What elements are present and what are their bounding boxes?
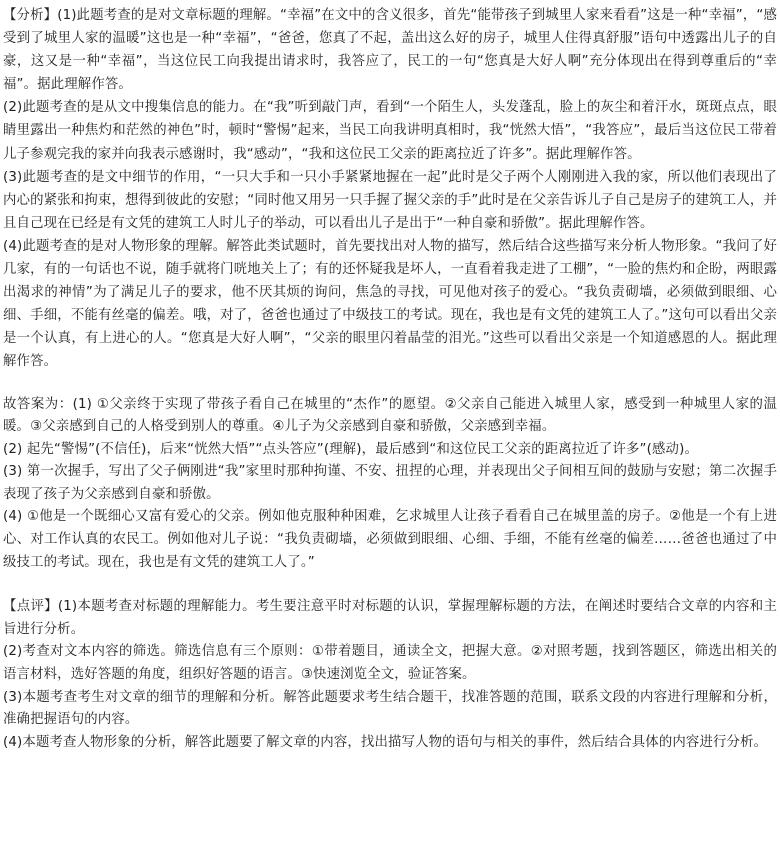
comment-section — [3, 596, 777, 754]
comment-paragraph-4: (4)本题考查人物形象的分析，解答此题要了解文章的内容，找出描写人物的语句与相关的事件，然后结合具体的内容进行分析。 — [3, 734, 768, 750]
analysis-paragraph-1: 【分析】(1)此题考查的是对文章标题的理解。“幸福”在文中的含义很多，首先“能带孩子到城里人家来看看”这是一种“幸福”，“感受到了城里人家的温暖”这也是一种“幸福”，“爸爸，您真了不起，盖出这么好的房子，城里人住得真舒服”语句中透露出儿子的自豪，这又是一种“幸福”，当这位民工向我提出请求时，我答应了，民工的一句“您真是大好人啊”充分体现出在得到尊重后的“幸福”。据此理解作答。 — [3, 8, 777, 93]
analysis-paragraph-2: (2)此题考查的是从文中搜集信息的能力。在“我”听到敲门声，看到“一个陌生人，头发蓬乱，脸上的灰尘和着汗水，斑斑点点，眼睛里露出一种焦灼和茫然的神色”时，顿时“警惕”起来，当民工向我讲明真相时，我“恍然大悟”，“我答应”，最后当这位民工带着儿子参观完我的家并向我表示感谢时，我“感动”，“我和这位民工父亲的距离拉近了许多”。据此理解作答。 — [3, 100, 777, 162]
answer-paragraph-3: (3) 第一次握手，写出了父子俩刚进“我”家里时那种拘谨、不安、扭捏的心理，并表现出父子间相互间的鼓励与安慰；第二次握手表现了孩子为父亲感到自豪和骄傲。 — [3, 464, 777, 502]
comment-paragraph-2: (2)考查对文本内容的筛选。筛选信息有三个原则：①带着题目，通读全文，把握大意。②对照考题，找到答题区，筛选出相关的语言材料，选好答题的角度，组织好答题的语言。③快速浏览全文，验证答案。 — [3, 644, 777, 683]
answer-paragraph-2: (2) 起先“警惕”(不信任)，后来“恍然大悟”“点头答应”(理解)，最后感到“和这位民工父亲的距离拉近了许多”(感动)。 — [3, 441, 699, 457]
section-divider-space — [3, 574, 777, 596]
analysis-paragraph-4: (4)此题考查的是对人物形象的理解。解答此类试题时，首先要找出对人物的描写，然后结合这些描写来分析人物形象。“我问了好几家，有的一句话也不说，随手就将门咣地关上了；有的还怀疑我是坏人，一直看着我走进了工棚”，“一脸的焦灼和企盼，两眼露出渴求的神情”为了满足儿子的要求，他不厌其烦的询问，焦急的寻找，可见他对孩子的爱心。“我负责砌墙，必须做到眼细、心细、手细，不能有丝毫的偏差。哦，对了，爸爸也通过了中级技工的考试。现在，我也是有文凭的建筑工人了。”这句可以看出父亲是一个认真，有上进心的人。“您真是大好人啊”，“父亲的眼里闪着晶莹的泪光。”这些可以看出父亲是一个知道感恩的人。据此理解作答。 — [3, 238, 777, 370]
analysis-section — [3, 4, 777, 374]
answer-section — [3, 394, 777, 575]
answer-paragraph-1: 故答案为：(1) ①父亲终于实现了带孩子看自己在城里的“杰作”的愿望。②父亲自己能进入城里人家，感受到一种城里人家的温暖。③父亲感到自己的人格受到别人的尊重。④儿子为父亲感到自豪和骄傲，父亲感到幸福。 — [3, 396, 777, 435]
answer-paragraph-4: (4) ①他是一个既细心又富有爱心的父亲。例如他克服种种困难，乞求城里人让孩子看看自己在城里盖的房子。②他是一个有上进心、对工作认真的农民工。例如他对儿子说：“我负责砌墙，必须做到眼细、心细、手细，不能有丝毫的偏差……爸爸也通过了中级技工的考试。现在，我也是有文凭的建筑工人了。” — [3, 509, 777, 570]
section-divider-space — [3, 374, 777, 394]
analysis-paragraph-3: (3)此题考查的是文中细节的作用，“一只大手和一只小手紧紧地握在一起”此时是父子两个人刚刚进入我的家，所以他们表现出了内心的紧张和拘束，想得到彼此的安慰；“同时他又用另一只手握了握父亲的手”此时是在父亲告诉儿子自己是房子的建筑工人，并且自己现在已经是有文凭的建筑工人时儿子的举动，可以看出儿子是出于“一种自豪和骄傲”。据此理解作答。 — [3, 169, 777, 231]
comment-paragraph-1: 【点评】(1)本题考查对标题的理解能力。考生要注意平时对标题的认识，掌握理解标题的方法，在阐述时要结合文章的内容和主旨进行分析。 — [3, 599, 777, 637]
comment-paragraph-3: (3)本题考查考生对文章的细节的理解和分析。解答此题要求考生结合题干，找准答题的范围，联系文段的内容进行理解和分析，准确把握语句的内容。 — [3, 689, 777, 728]
solution-document — [3, 4, 777, 754]
